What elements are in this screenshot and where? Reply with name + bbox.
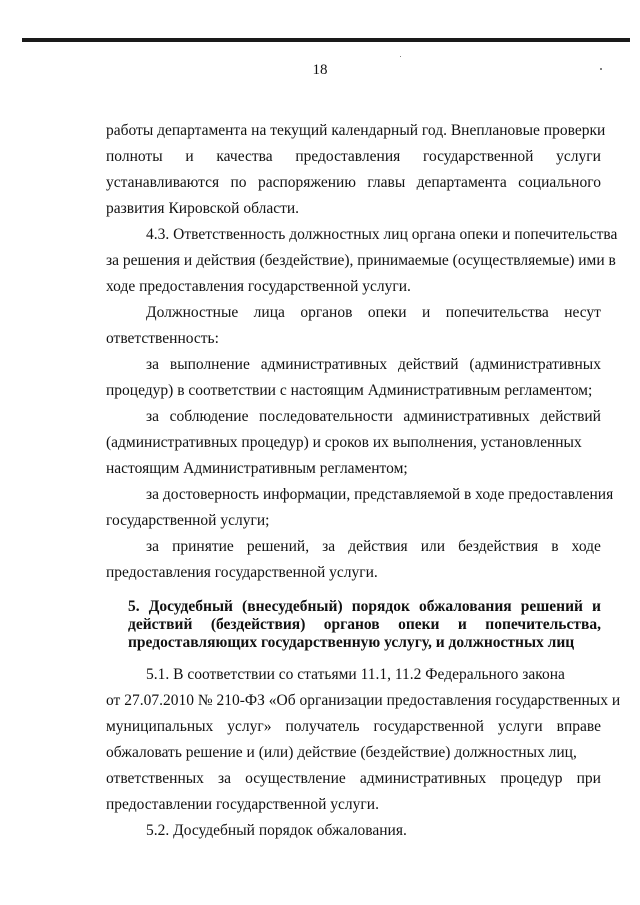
text-line [106, 766, 601, 792]
paragraph-2 [106, 222, 618, 300]
word: социального [518, 174, 601, 191]
word: государственной [422, 148, 534, 165]
word: процедур [500, 770, 563, 787]
word: (внесудебный) [242, 598, 343, 615]
word: выполнение [169, 356, 250, 373]
text-line: 4.3. Ответственность должностных лиц органа опеки и попечительства [146, 226, 618, 243]
text-line: обжаловать решение и (или) действие (бездействие) должностных лиц, [106, 744, 577, 761]
word: по [230, 174, 247, 191]
word: и [457, 616, 467, 633]
text-line: от 27.07.2010 № 210-ФЗ «Об организации предоставления государственных и [106, 692, 621, 709]
word: (бездействия) [210, 616, 306, 633]
word: 5. [128, 598, 140, 615]
scan-speck [400, 56, 401, 57]
paragraph-3 [106, 300, 601, 352]
paragraph-7 [106, 534, 601, 586]
paragraph-8 [106, 662, 621, 818]
word: попечительства, [485, 616, 601, 633]
text-line [106, 534, 601, 560]
word: услуги [497, 718, 543, 735]
word: (административных [469, 356, 601, 373]
word: осуществление [245, 770, 346, 787]
word: за [146, 538, 160, 555]
word: бездействия [458, 538, 539, 555]
heading-line: предоставляющих государственную услугу, и должностных лиц [128, 634, 575, 651]
word: Должностные [146, 304, 239, 321]
word: порядок [351, 598, 410, 615]
word: решений [520, 598, 583, 615]
word: предоставления [295, 148, 401, 165]
word: органов [300, 304, 353, 321]
paragraph-1 [106, 118, 606, 222]
word: административных [260, 356, 388, 373]
word: принятие [172, 538, 234, 555]
word: опеки [398, 616, 440, 633]
word: действий [128, 616, 193, 633]
text-line [106, 170, 601, 196]
word: за [218, 770, 232, 787]
word: и [422, 304, 431, 321]
text-line: ходе предоставления государственной услуги. [106, 278, 411, 295]
word: соблюдение [169, 408, 249, 425]
word: полноты [106, 148, 163, 165]
word: административных [359, 770, 487, 787]
word: действий [540, 408, 601, 425]
word: при [576, 770, 601, 787]
paragraph-6 [106, 482, 614, 534]
word: услуги [556, 148, 601, 165]
top-rule [22, 38, 630, 42]
word: последовательности [259, 408, 393, 425]
word: и [592, 598, 601, 615]
text-line [106, 144, 601, 170]
text-line [106, 404, 601, 430]
word: услуг» [227, 718, 272, 735]
heading-line [128, 616, 601, 634]
text-line: предоставления государственной услуги. [106, 564, 378, 581]
word: устанавливаются [106, 174, 220, 191]
word: государственной [373, 718, 484, 735]
text-line: ответственность: [106, 330, 219, 347]
text-line: 5.1. В соответствии со статьями 11.1, 11.2 Федерального закона [146, 666, 565, 683]
text-line: предоставлении государственной услуги. [106, 796, 379, 813]
word: решений, [246, 538, 310, 555]
word: распоряжению [257, 174, 356, 191]
word: опеки [367, 304, 407, 321]
text-line: процедур) в соответствии с настоящим Административным регламентом; [106, 382, 593, 399]
word: муниципальных [106, 718, 214, 735]
text-line: государственной услуги; [106, 512, 270, 529]
word: вправе [556, 718, 601, 735]
heading-line [128, 598, 601, 616]
word: обжалования [418, 598, 512, 615]
word: лица [253, 304, 285, 321]
word: ходе [571, 538, 601, 555]
text-line: настоящим Административным регламентом; [106, 460, 408, 477]
text-line: (административных процедур) и сроков их выполнения, установленных [106, 434, 582, 451]
word: и [185, 148, 194, 165]
text-line: развития Кировской области. [106, 200, 300, 217]
word: или [420, 538, 446, 555]
text-line [106, 714, 601, 740]
text-line: за достоверность информации, представляемой в ходе предоставления [146, 486, 614, 503]
word: несут [564, 304, 601, 321]
paragraph-5 [106, 404, 601, 482]
text-line: за решения и действия (бездействие), принимаемые (осуществляемые) ими в [106, 252, 616, 269]
section-heading [128, 598, 601, 652]
word: попечительства [445, 304, 549, 321]
word: департамента [416, 174, 507, 191]
text-line: 5.2. Досудебный порядок обжалования. [146, 822, 407, 839]
text-line: работы департамента на текущий календарный год. Внеплановые проверки [106, 122, 606, 139]
word: административных [403, 408, 530, 425]
word: органов [323, 616, 380, 633]
word: в [551, 538, 559, 555]
word: получатель [285, 718, 360, 735]
paragraph-4 [106, 352, 601, 404]
word: ответственных [106, 770, 204, 787]
word: действий [397, 356, 459, 373]
paragraph-9 [106, 818, 601, 844]
page-number: 18 [312, 62, 328, 78]
word: за [322, 538, 336, 555]
text-line [106, 300, 601, 326]
word: главы [367, 174, 406, 191]
word: Досудебный [148, 598, 233, 615]
word: за [146, 356, 160, 373]
text-line [106, 352, 601, 378]
word: за [146, 408, 160, 425]
word: качества [216, 148, 273, 165]
word: действия [348, 538, 408, 555]
